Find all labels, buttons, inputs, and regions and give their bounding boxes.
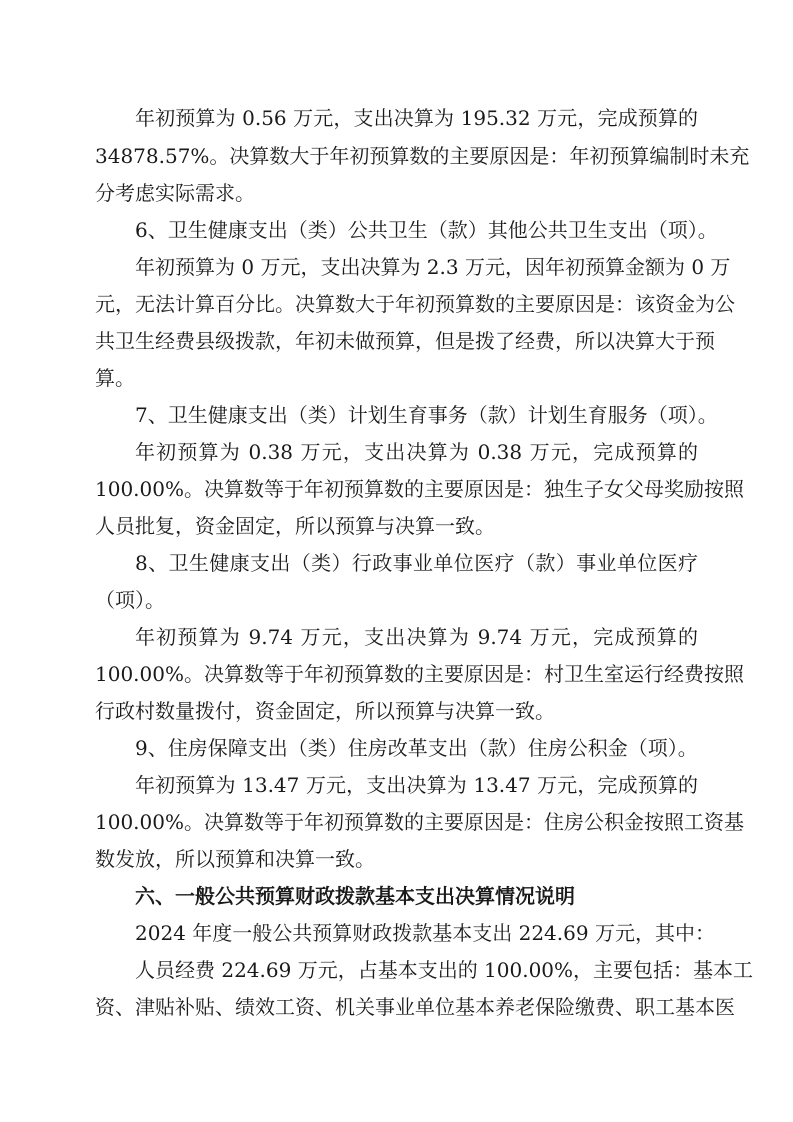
- paragraph-line: 人员经费 224.69 万元，占基本支出的 100.00%，主要包括：基本工: [135, 958, 754, 982]
- paragraph-line: 行政村数量拨付，资金固定，所以预算与决算一致。: [95, 699, 555, 723]
- section-heading: 7、卫生健康支出（类）计划生育事务（款）计划生育服务（项）。: [135, 403, 718, 427]
- paragraph-line: 2024 年度一般公共预算财政拨款基本支出 224.69 万元，其中：: [135, 921, 715, 945]
- section-heading: 8、卫生健康支出（类）行政事业单位医疗（款）事业单位医疗: [135, 551, 698, 575]
- paragraph-line: 分考虑实际需求。: [95, 181, 255, 205]
- paragraph-line: 年初预算为 0.56 万元，支出决算为 195.32 万元，完成预算的: [135, 106, 698, 130]
- paragraph-line: 元，无法计算百分比。决算数大于年初预算数的主要原因是：该资金为公: [95, 292, 735, 316]
- paragraph-line: 年初预算为 13.47 万元，支出决算为 13.47 万元，完成预算的: [135, 773, 698, 797]
- section-heading: 9、住房保障支出（类）住房改革支出（款）住房公积金（项）。: [135, 736, 698, 760]
- paragraph-line: 年初预算为 0 万元，支出决算为 2.3 万元，因年初预算金额为 0 万: [135, 255, 731, 279]
- paragraph-line: 算。: [95, 366, 135, 390]
- section-heading: 6、卫生健康支出（类）公共卫生（款）其他公共卫生支出（项）。: [135, 218, 718, 242]
- paragraph-line: 100.00%。决算数等于年初预算数的主要原因是：独生子女父母奖励按照: [95, 477, 744, 501]
- paragraph-line: 年初预算为 9.74 万元，支出决算为 9.74 万元，完成预算的: [135, 625, 698, 649]
- chapter-heading: 六、一般公共预算财政拨款基本支出决算情况说明: [135, 884, 575, 908]
- section-heading: （项）。: [95, 588, 165, 612]
- paragraph-line: 100.00%。决算数等于年初预算数的主要原因是：村卫生室运行经费按照: [95, 662, 744, 686]
- paragraph-line: 资、津贴补贴、绩效工资、机关事业单位基本养老保险缴费、职工基本医: [95, 995, 735, 1019]
- paragraph-line: 34878.57%。决算数大于年初预算数的主要原因是：年初预算编制时未充: [95, 144, 750, 168]
- paragraph-line: 100.00%。决算数等于年初预算数的主要原因是：住房公积金按照工资基: [95, 810, 744, 834]
- paragraph-line: 共卫生经费县级拨款，年初未做预算，但是拨了经费，所以决算大于预: [95, 329, 715, 353]
- paragraph-line: 人员批复，资金固定，所以预算与决算一致。: [95, 514, 495, 538]
- paragraph-line: 数发放，所以预算和决算一致。: [95, 847, 375, 871]
- paragraph-line: 年初预算为 0.38 万元，支出决算为 0.38 万元，完成预算的: [135, 440, 698, 464]
